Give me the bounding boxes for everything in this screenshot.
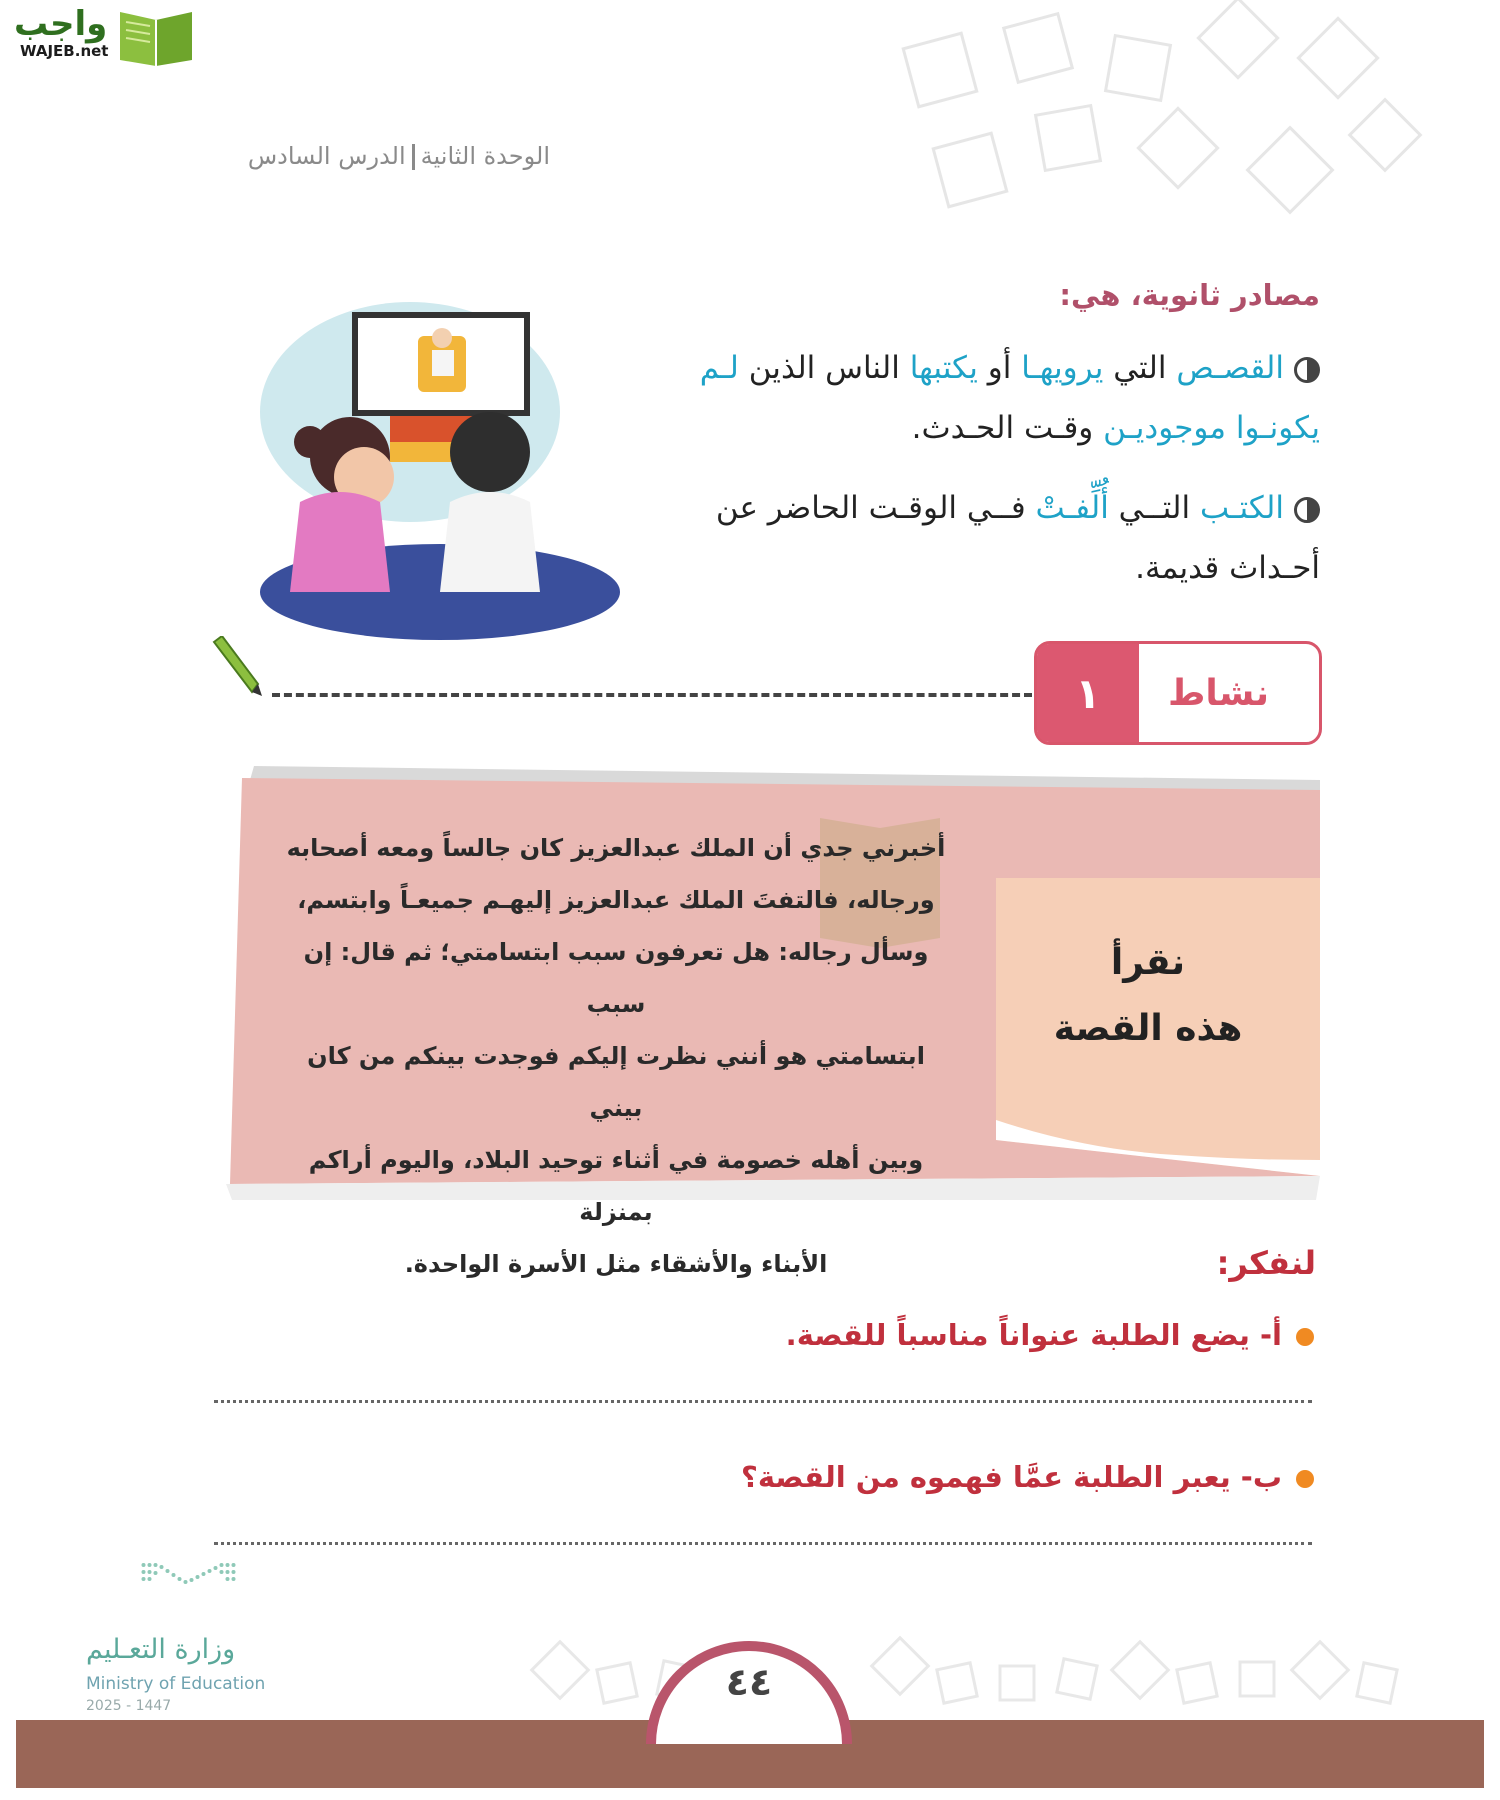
book-logo-icon (116, 10, 196, 66)
think-title: لنفكر: (1216, 1244, 1316, 1282)
lesson-label: الدرس السادس (247, 142, 406, 170)
bullet1-word-stories: القصـص (1176, 350, 1284, 386)
question-a-text: أ- يضع الطلبة عنواناً مناسباً للقصة. (785, 1318, 1282, 1352)
pencil-icon (208, 636, 264, 698)
bullet1-text-c: الناس الذين (738, 350, 910, 386)
answer-line-b[interactable] (214, 1542, 1312, 1545)
read-label-line1: نقرأ (1110, 942, 1186, 983)
wajeb-logo[interactable] (8, 4, 193, 68)
bullet1-text-b: أو (977, 350, 1022, 386)
section-title: مصادر ثانوية، هي: (1059, 278, 1320, 312)
ministry-name-english: Ministry of Education (86, 1674, 266, 1694)
story-line: الأبناء والأشقاء مثل الأسرة الواحدة. (404, 1250, 828, 1278)
question-b-text: ب- يعبر الطلبة عمَّا فهموه من القصة؟ (741, 1460, 1282, 1494)
bullet1-word-narrate: يرويهـا (1021, 350, 1104, 386)
decorative-bottom-pattern (280, 1610, 1480, 1720)
story-line: ابتسامتي هو أنني نظرت إليكم فوجدت بينكم من كان بيني (307, 1042, 925, 1122)
logo-english-text: WAJEB.net (20, 42, 109, 60)
ministry-logo-icon (86, 1560, 296, 1640)
activity-label: نشاط (1167, 672, 1269, 714)
decorative-diamond-pattern (880, 0, 1440, 260)
breadcrumb-divider (412, 144, 415, 170)
unit-label: الوحدة الثانية (420, 142, 550, 170)
children-watching-tv-illustration (240, 292, 640, 642)
dashed-line (272, 693, 1032, 697)
orange-bullet-icon (1296, 1470, 1314, 1488)
bullet-books (660, 478, 1320, 598)
read-story-label (998, 930, 1298, 1062)
ministry-year: 2025 - 1447 (86, 1698, 172, 1714)
bullet-stories (660, 338, 1320, 458)
answer-line-a[interactable] (214, 1400, 1312, 1403)
story-line: وسأل رجاله: هل تعرفون سبب ابتسامتي؛ ثم قال: إن سبب (303, 938, 929, 1018)
story-paragraph (278, 822, 954, 1290)
logo-arabic-text: واجب (14, 4, 108, 44)
orange-bullet-icon (1296, 1328, 1314, 1346)
question-b (554, 1460, 1314, 1494)
page-number: ٤٤ (725, 1660, 773, 1704)
bullet2-text-a: التــي (1108, 490, 1200, 526)
bullet2-word-books: الكتـب (1199, 490, 1284, 526)
bullet2-word-authored: أُلِّفـتْ (1035, 490, 1109, 526)
story-line: وبين أهله خصومة في أثناء توحيد البلاد، واليوم أراكم بمنزلة (308, 1146, 924, 1226)
bullet-marker-icon (1294, 497, 1320, 523)
read-label-line2: هذه القصة (1053, 1008, 1243, 1049)
story-line: أخبرني جدي أن الملك عبدالعزيز كان جالساً ومعه أصحابه (286, 834, 946, 862)
activity-badge (1034, 641, 1322, 745)
bullet1-word-absent: لـم يكونـوا موجوديـن (699, 350, 1320, 446)
story-line: ورجاله، فالتفتَ الملك عبدالعزيز إليهـم جميعـاً وابتسم، (297, 886, 935, 914)
bullet2-text-b: فــي الوقـت الحاضر عن أحـداث قديمة. (715, 490, 1320, 586)
question-a (554, 1318, 1314, 1352)
bullet-marker-icon (1294, 357, 1320, 383)
bullet1-text-d: وقـت الحـدث. (911, 410, 1104, 446)
breadcrumb (210, 142, 550, 170)
bullet1-text-a: التي (1103, 350, 1177, 386)
activity-number: ١ (1037, 644, 1139, 742)
bullet1-word-write: يكتبها (909, 350, 978, 386)
ministry-name-arabic: وزارة التعـليم (86, 1634, 236, 1665)
